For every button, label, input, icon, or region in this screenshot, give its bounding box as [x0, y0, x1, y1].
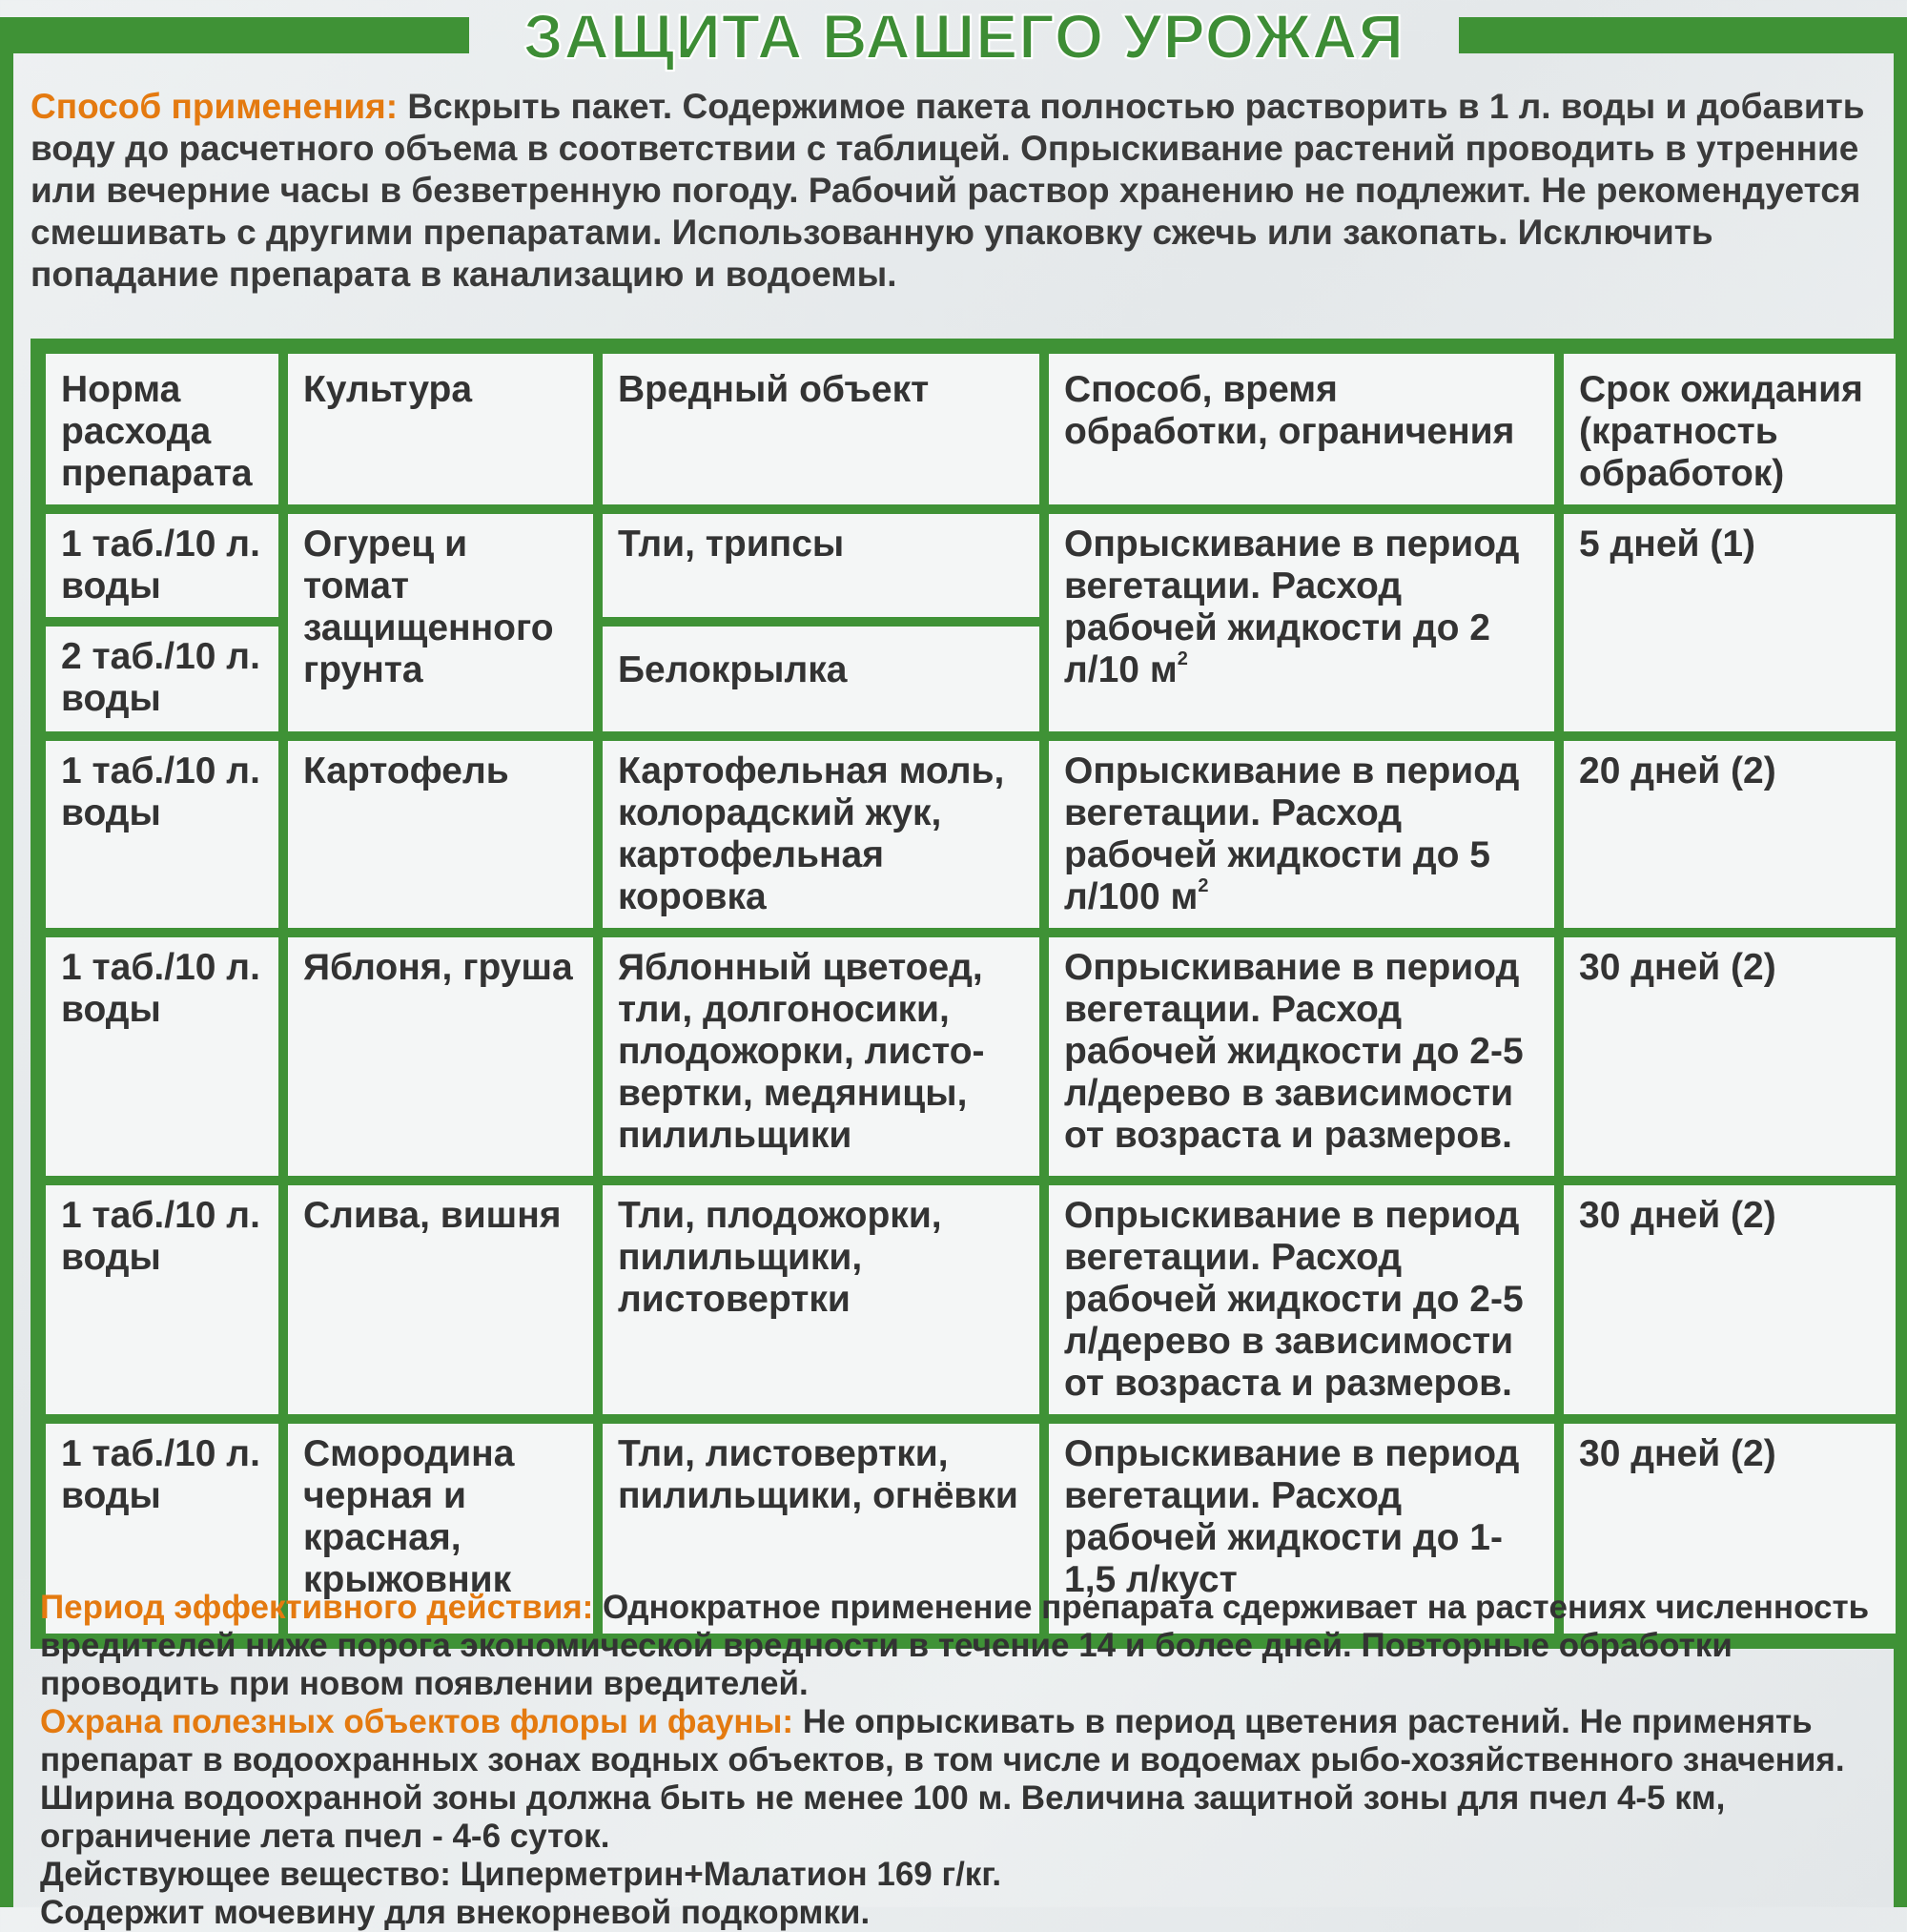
table-header-row [41, 349, 1900, 509]
cell-crop: Картофель [283, 736, 598, 933]
cell-rate: 1 таб./10 л. воды [41, 933, 283, 1181]
cell-crop: Огурец и томат защищенного грунта [283, 509, 598, 736]
usage-label: Способ применения: [31, 87, 399, 126]
table-row [41, 509, 1900, 622]
cell-method-superscript: 2 [1177, 648, 1188, 669]
cell-rate: 2 таб./10 л. воды [41, 622, 283, 736]
usage-text: Вскрыть пакет. Содержимое пакета полностью растворить в 1 л. воды и добавить воду до расчетного объема в соответствии с таблицей. Опрыскивание растений проводить в утренние или вечерние часы в безветренную погоду. Рабочий раствор хранению не подлежит. Не рекомендуется смешивать с другими препаратами. Использованную упаковку сжечь или закопать. Исключить попадание препарата в канализацию и водоемы. [31, 87, 1865, 294]
cell-rate: 1 таб./10 л. воды [41, 1419, 283, 1638]
active-substance: Действующее вещество: Циперметрин+Малатион 169 г/кг. [40, 1856, 1002, 1893]
period-label: Период эффективного действия: [40, 1589, 594, 1626]
bottom-section [40, 1589, 1890, 1932]
header-rate: Норма расхода препарата [41, 349, 283, 509]
cell-pest: Тли, плодожорки, пилильщики, листовертки [598, 1181, 1044, 1419]
cell-wait: 20 дней (2) [1559, 736, 1900, 933]
frame-left-border [0, 17, 13, 1907]
protection-paragraph [40, 1703, 1890, 1856]
cell-pest: Картофельная моль, колорадский жук, картофельная коровка [598, 736, 1044, 933]
cell-pest: Белокрылка [598, 622, 1044, 736]
dosage-table [31, 339, 1907, 1649]
cell-method-text: Опрыскивание в период вегетации. Расход рабочей жидкости до 5 л/100 м [1064, 750, 1520, 917]
cell-method [1044, 509, 1559, 736]
table-row [41, 736, 1900, 933]
cell-method: Опрыскивание в период вегетации. Расход рабочей жидкости до 1-1,5 л/куст [1044, 1419, 1559, 1638]
cell-rate: 1 таб./10 л. воды [41, 736, 283, 933]
header-method: Способ, время обработки, ограничения [1044, 349, 1559, 509]
contains-note: Содержит мочевину для внекорневой подкормки. [40, 1894, 871, 1931]
period-text: Однократное применение препарата сдерживает на растениях численность вредителей ниже порога экономической вредности в течение 14 и более дней. Повторные обработки проводить при новом появлении вредителей. [40, 1589, 1870, 1702]
table-row [41, 1181, 1900, 1419]
cell-crop: Слива, вишня [283, 1181, 598, 1419]
header-wait: Срок ожидания (кратность обработок) [1559, 349, 1900, 509]
cell-wait: 5 дней (1) [1559, 509, 1900, 736]
protection-text: Не опрыскивать в период цветения растений. Не применять препарат в водоохранных зонах водных объектов, в том числе и водоемах рыбо-хозяйственного значения. Ширина водоохранной зоны должна быть не менее 100 м. Величина защитной зоны для пчел 4-5 км, ограничение лета пчел - 4-6 суток. [40, 1703, 1845, 1855]
cell-pest: Тли, листовертки, пилильщики, огнёвки [598, 1419, 1044, 1638]
period-paragraph [40, 1589, 1890, 1703]
header-crop: Культура [283, 349, 598, 509]
protection-label: Охрана полезных объектов флоры и фауны: [40, 1703, 794, 1740]
frame-top-bar-left [13, 17, 469, 53]
cell-method: Опрыскивание в период вегетации. Расход рабочей жидкости до 2-5 л/дерево в зависимости от возраста и размеров. [1044, 1181, 1559, 1419]
cell-rate: 1 таб./10 л. воды [41, 509, 283, 622]
cell-crop: Смородина черная и красная, крыжовник [283, 1419, 598, 1638]
cell-method-superscript: 2 [1198, 875, 1209, 896]
cell-method: Опрыскивание в период вегетации. Расход рабочей жидкости до 2-5 л/дерево в зависимости от возраста и размеров. [1044, 933, 1559, 1181]
cell-method-text: Опрыскивание в период вегетации. Расход рабочей жидкости до 2 л/10 м [1064, 524, 1520, 690]
cell-method [1044, 736, 1559, 933]
usage-paragraph [31, 86, 1880, 296]
page-title: ЗАЩИТА ВАШЕГО УРОЖАЯ [523, 1, 1405, 72]
frame-top-bar-right [1459, 17, 1907, 53]
header-pest: Вредный объект [598, 349, 1044, 509]
cell-wait: 30 дней (2) [1559, 933, 1900, 1181]
cell-rate: 1 таб./10 л. воды [41, 1181, 283, 1419]
cell-crop: Яблоня, груша [283, 933, 598, 1181]
cell-pest: Яблонный цветоед, тли, долгоносики, плодожорки, листо-вертки, медяницы, пилильщики [598, 933, 1044, 1181]
cell-wait: 30 дней (2) [1559, 1419, 1900, 1638]
cell-wait: 30 дней (2) [1559, 1181, 1900, 1419]
cell-pest: Тли, трипсы [598, 509, 1044, 622]
table-row [41, 933, 1900, 1181]
